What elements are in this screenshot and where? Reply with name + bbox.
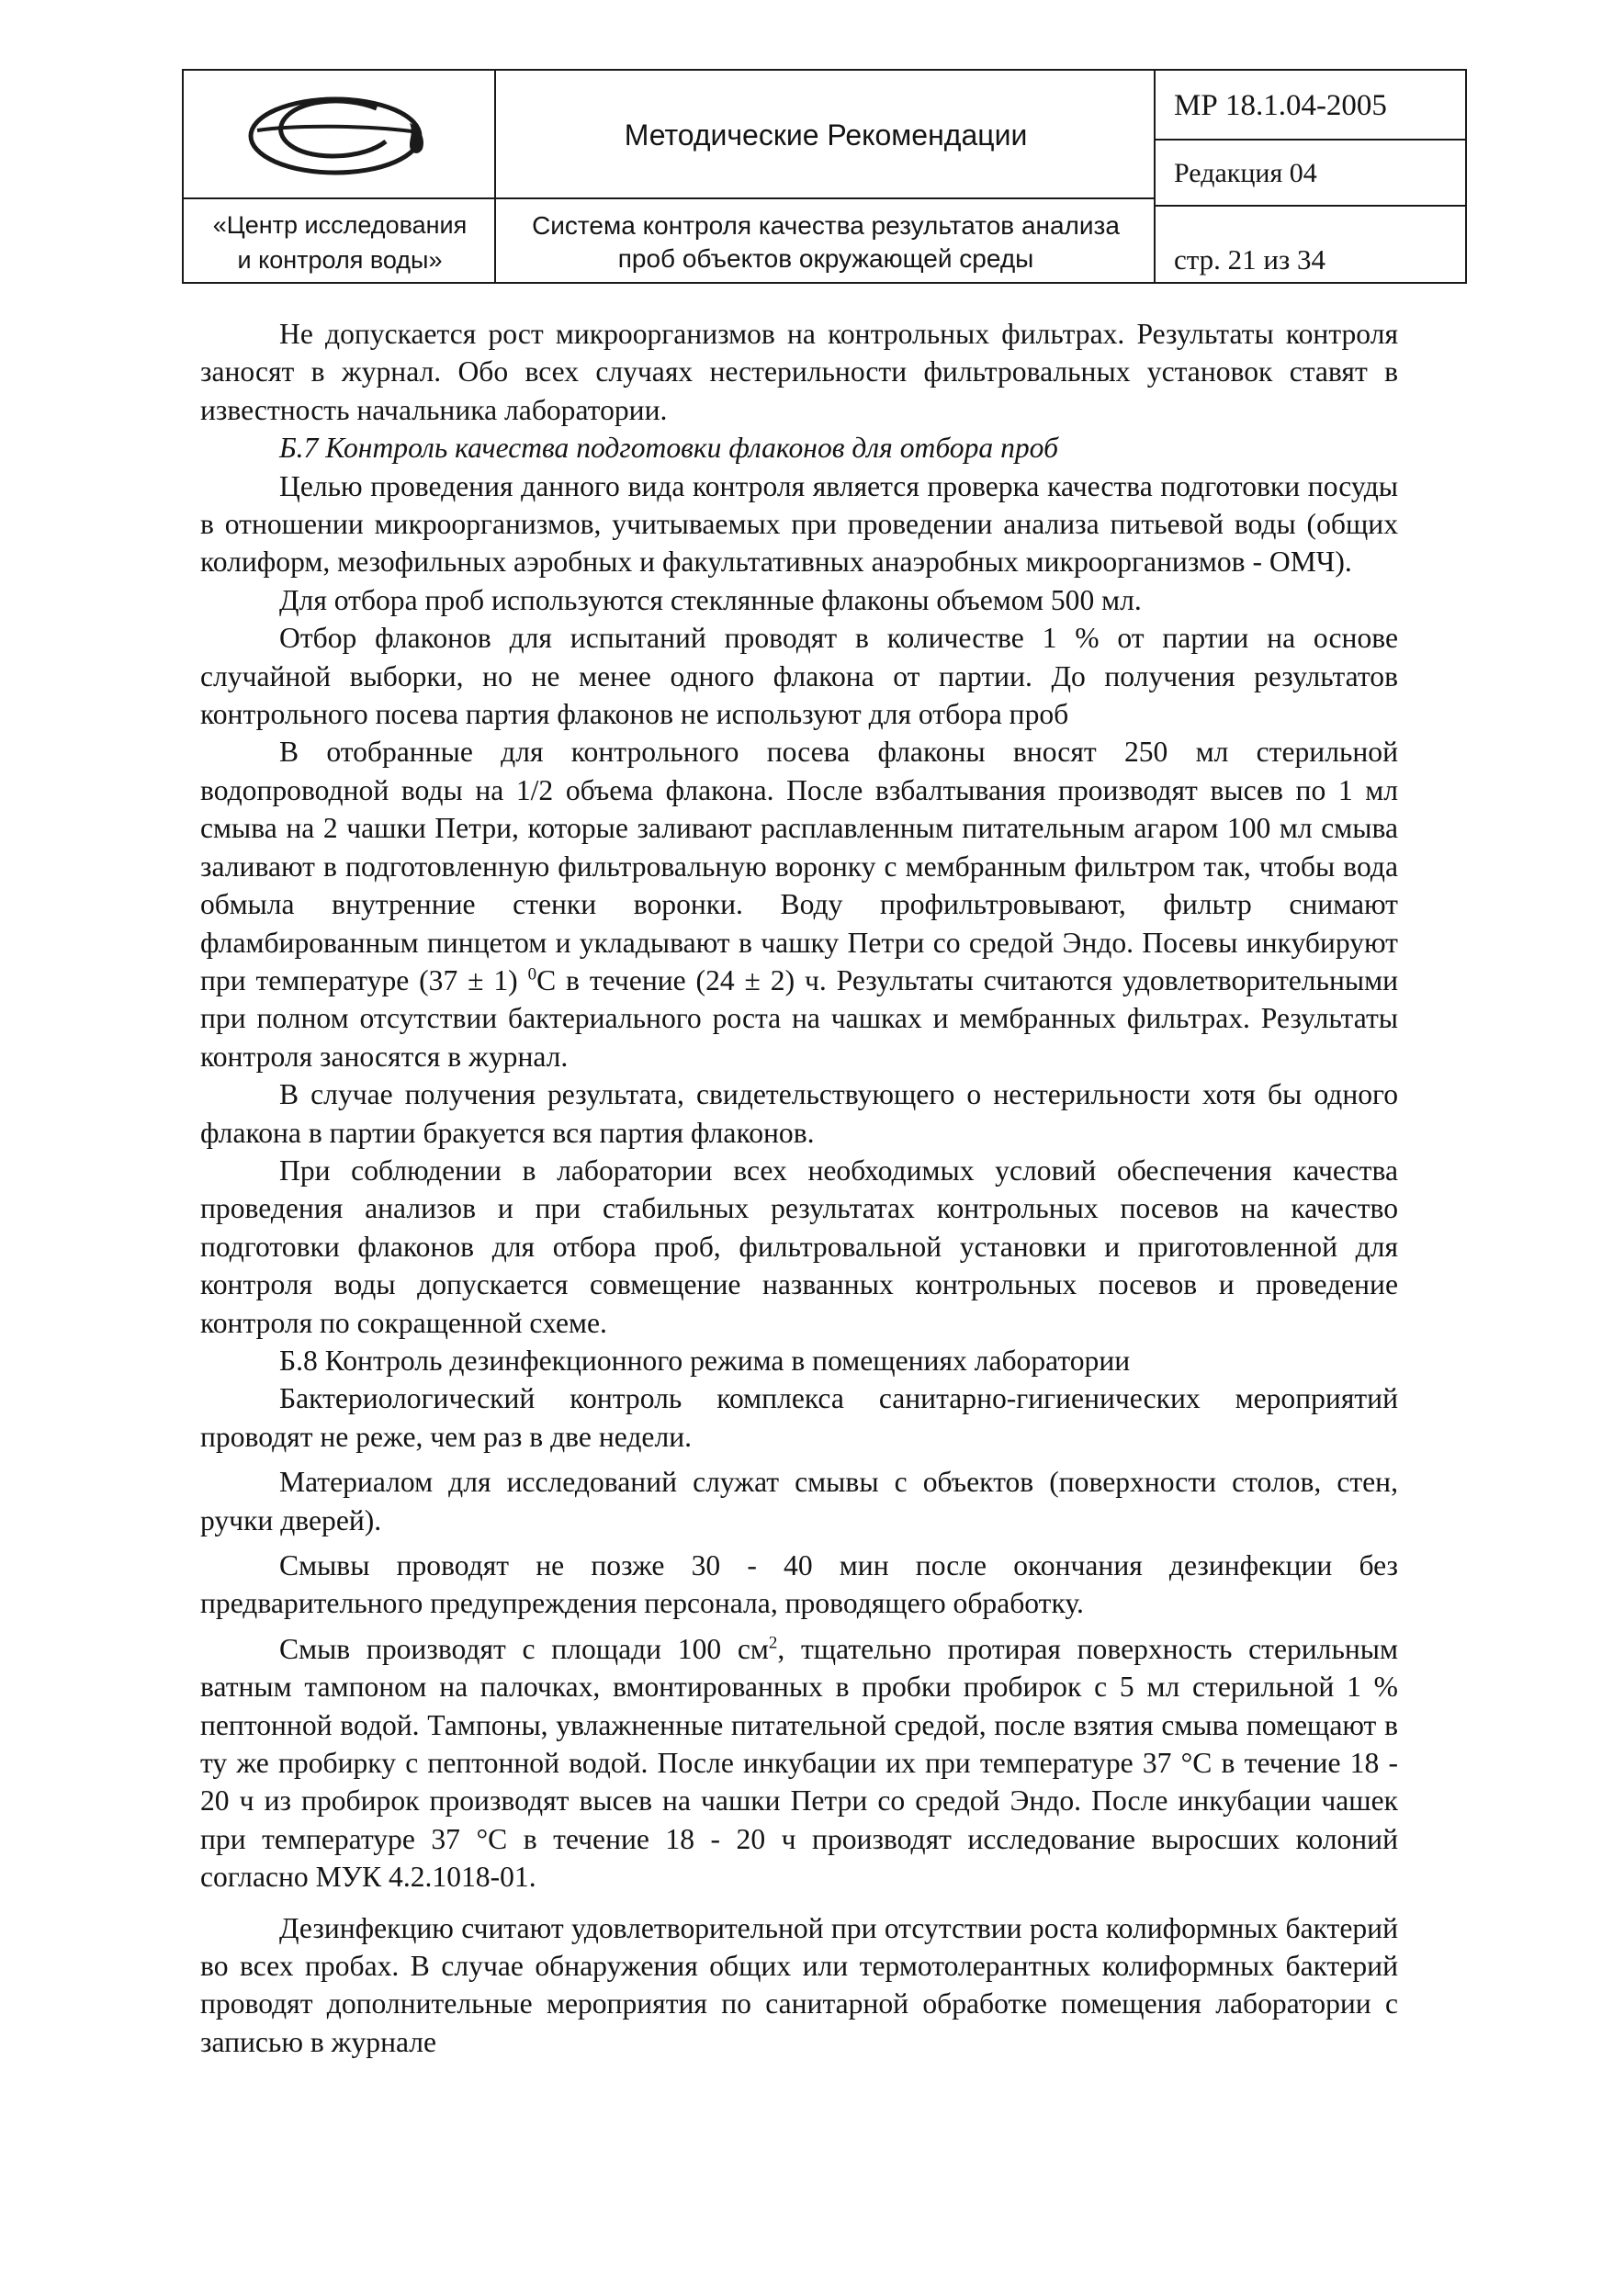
document-number: МР 18.1.04-2005	[1174, 88, 1387, 122]
document-edition: Редакция 04	[1174, 158, 1317, 188]
degree-superscript: 0	[527, 964, 537, 985]
paragraph: Целью проведения данного вида контроля является проверка качества подготовки посуды в отношении микроорганизмов, учитываемых при проведении анализа питьевой воды (общих колиформ, мезофильных аэробных и факультативных анаэробных микроорганизмов - ОМЧ).	[200, 469, 1398, 579]
paragraph: При соблюдении в лаборатории всех необходимых условий обеспечения качества проведения анализов и при стабильных результатах контрольных посевов на качество подготовки флаконов для отбора проб, фильтровальной установки и приготовленной для контроля воды допускается совмещение названных контрольных посевов и проведение контроля по сокращенной схеме.	[200, 1154, 1398, 1339]
paragraph: Дезинфекцию считают удовлетворительной при отсутствии роста колиформных бактерий во всех пробах. В случае обнаружения общих или термотолерантных колиформных бактерий проводят дополнительные мероприятия по санитарной обработке помещения лаборатории с записью в журнале	[200, 1911, 1398, 2058]
document-body	[200, 315, 1398, 2061]
area-superscript: 2	[768, 1633, 778, 1653]
paragraph: Не допускается рост микроорганизмов на контрольных фильтрах. Результаты контроля заносят в журнал. Обо всех случаях нестерильности фильтровальных установок ставят в известность начальника лаборатории.	[200, 318, 1398, 426]
document-header	[182, 69, 1467, 284]
section-heading-b7: Б.7 Контроль качества подготовки флаконов для отбора проб	[279, 432, 1058, 465]
document-type: Методические Рекомендации	[624, 118, 1028, 152]
paragraph	[200, 733, 1398, 1075]
document-title-line2: проб объектов окружающей среды	[617, 244, 1034, 273]
organization-name	[184, 199, 496, 286]
paragraph-text: В отобранные для контрольного посева флаконы вносят 250 мл стерильной водопроводной воды на 1/2 объема флакона. После взбалтывания производят высев по 1 мл смыва на 2 чашки Петри, которые заливают расплавленным питательным агаром 100 мл смыва заливают в подготовленную фильтровальную воронку с мембранным фильтром так, чтобы вода обмыла внутренние стенки воронки. Воду профильтровывают, фильтр снимают фламбированным пинцетом и укладывают в чашку Петри со средой Эндо. Посевы инкубируют при температуре (37 ± 1)	[200, 736, 1398, 996]
paragraph: В случае получения результата, свидетельствующего о нестерильности хотя бы одного флакона в партии бракуется вся партия флаконов.	[200, 1078, 1398, 1149]
logo-cell	[184, 71, 496, 199]
document-title-line1: Система контроля качества результатов анализа	[532, 211, 1120, 240]
paragraph	[200, 1630, 1398, 1896]
paragraph: Для отбора проб используются стеклянные флаконы объемом 500 мл.	[279, 583, 1142, 616]
section-heading-b8: Б.8 Контроль дезинфекционного режима в помещениях лаборатории	[279, 1344, 1131, 1377]
paragraph: Смывы проводят не позже 30 - 40 мин после окончания дезинфекции без предварительного предупреждения персонала, проводящего обработку.	[200, 1549, 1398, 1620]
page-number: стр. 21 из 34	[1174, 243, 1326, 276]
paragraph-text: , тщательно протирая поверхность стерильным ватным тампоном на палочках, вмонтированных в пробки пробирок с 5 мл стерильной 1 % пептонной водой. Тампоны, увлажненные питательной средой, после взятия смыва помещают в ту же пробирку с пептонной водой. После инкубации их при температуре 37 °С в течение 18 - 20 ч из пробирок производят высев на чашки Петри со средой Эндо. После инкубации чашек при температуре 37 °С в течение 18 - 20 ч производят исследование выросших колоний согласно МУК 4.2.1018-01.	[200, 1632, 1398, 1894]
organization-logo	[239, 84, 441, 186]
paragraph: Отбор флаконов для испытаний проводят в количестве 1 % от партии на основе случайной выборки, но не менее одного флакона от партии. До получения результатов контрольного посева партия флаконов не используют для отбора проб	[200, 622, 1398, 731]
paragraph-text: Смыв производят с площади 100 см	[279, 1632, 769, 1665]
paragraph-text: С в течение (24 ± 2) ч. Результаты считаются удовлетворительными при полном отсутствии бактериального роста на чашках и мембранных фильтрах. Результаты контроля заносятся в журнал.	[200, 963, 1398, 1073]
organization-name-line1: «Центр исследования	[212, 211, 468, 239]
paragraph: Материалом для исследований служат смывы с объектов (поверхности столов, стен, ручки дверей).	[200, 1466, 1398, 1536]
organization-name-line2: и контроля воды»	[237, 246, 443, 274]
paragraph: Бактериологический контроль комплекса санитарно-гигиенических мероприятий проводят не реже, чем раз в две недели.	[200, 1382, 1398, 1453]
document-title	[496, 199, 1156, 286]
